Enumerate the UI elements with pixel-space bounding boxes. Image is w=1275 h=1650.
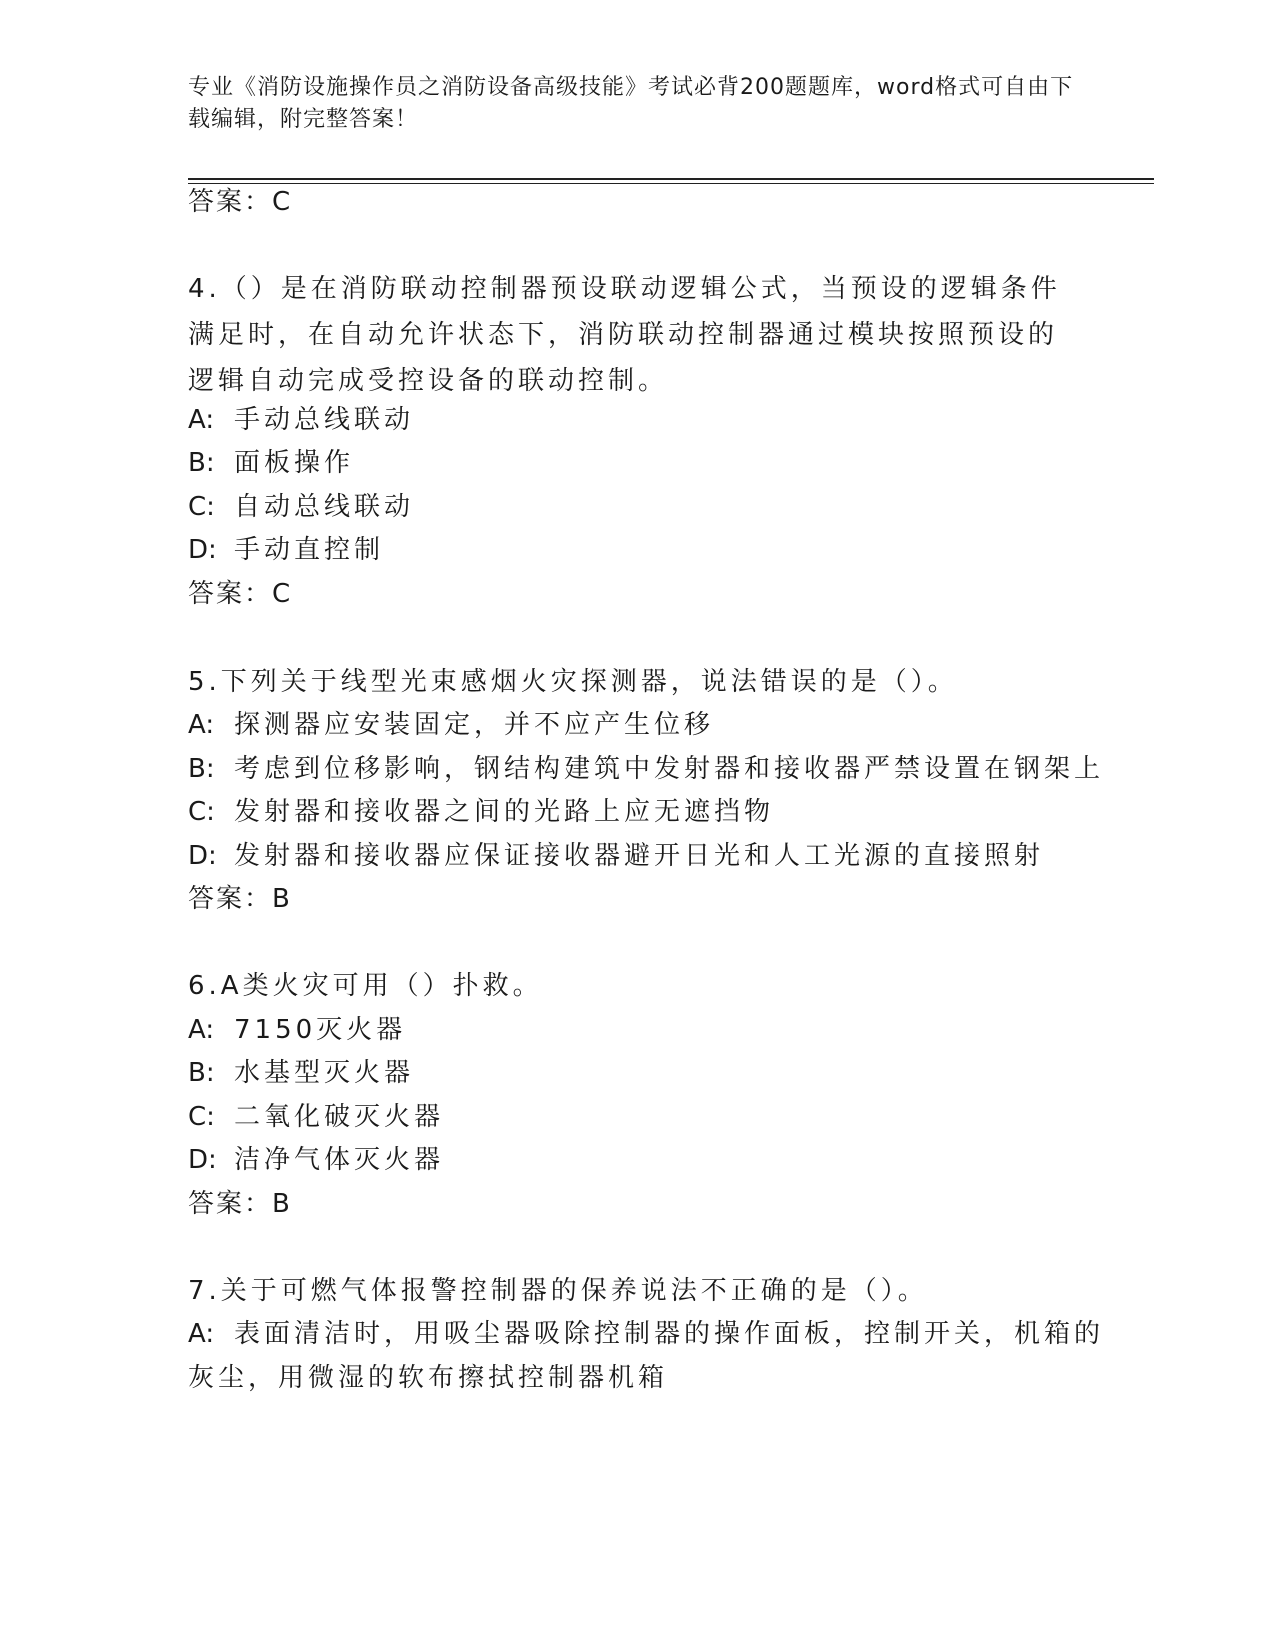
answer-value: B — [272, 884, 292, 914]
question-6-option-b — [188, 1057, 414, 1089]
answer-label: 答案： — [188, 187, 273, 217]
option-key: C: — [188, 797, 215, 827]
answer-value: C — [272, 187, 293, 217]
option-text: 7150灭火器 — [234, 1015, 407, 1045]
option-text: 手动直控制 — [234, 535, 385, 565]
option-key: A: — [188, 1015, 215, 1045]
answer-label: 答案： — [188, 579, 273, 609]
question-7-option-a-continued: 灰尘，用微湿的软布擦拭控制器机箱 — [188, 1363, 669, 1393]
question-6-answer — [188, 1188, 292, 1220]
option-key: B: — [188, 448, 215, 478]
question-5-option-b — [188, 753, 1104, 785]
header-divider-thick — [188, 178, 1154, 180]
option-text: 水基型灭火器 — [234, 1058, 415, 1088]
document-header: 专业《消防设施操作员之消防设备高级技能》考试必背200题题库，word格式可自由下载编辑，附完整答案！ — [188, 75, 1074, 132]
question-6-option-d — [188, 1144, 444, 1176]
question-4-answer — [188, 578, 292, 610]
option-key: D: — [188, 535, 217, 565]
question-5-option-c — [188, 796, 774, 828]
question-5-answer — [188, 883, 292, 915]
question-4-option-d — [188, 534, 384, 566]
option-key: B: — [188, 1058, 215, 1088]
option-text: 发射器和接收器之间的光路上应无遮挡物 — [234, 797, 775, 827]
answer-label: 答案： — [188, 1189, 273, 1219]
option-text: 二氧化破灭火器 — [234, 1102, 445, 1132]
option-key: A: — [188, 1319, 215, 1349]
option-key: B: — [188, 754, 215, 784]
answer-value: B — [272, 1189, 292, 1219]
option-key: C: — [188, 492, 215, 522]
option-text: 自动总线联动 — [234, 492, 415, 522]
option-text: 考虑到位移影响，钢结构建筑中发射器和接收器严禁设置在钢架上 — [234, 754, 1105, 784]
answer-label: 答案： — [188, 884, 273, 914]
question-7-option-a — [188, 1318, 1104, 1350]
option-text: 手动总线联动 — [234, 405, 415, 435]
question-6-option-a — [188, 1014, 406, 1046]
question-5-option-d — [188, 840, 1044, 872]
option-key: D: — [188, 1145, 217, 1175]
question-6-text: 6.A类火灾可用（）扑救。 — [188, 971, 543, 1001]
option-text: 发射器和接收器应保证接收器避开日光和人工光源的直接照射 — [234, 841, 1045, 871]
option-key: A: — [188, 710, 215, 740]
option-text: 探测器应安装固定，并不应产生位移 — [234, 710, 715, 740]
question-4-text: 4.（）是在消防联动控制器预设联动逻辑公式，当预设的逻辑条件满足时，在自动允许状态下，消防联动控制器通过模块按照预设的逻辑自动完成受控设备的联动控制。 — [188, 274, 1061, 396]
option-key: C: — [188, 1102, 215, 1132]
question-4-option-b — [188, 447, 354, 479]
question-6-option-c — [188, 1101, 444, 1133]
option-text: 表面清洁时，用吸尘器吸除控制器的操作面板，控制开关，机箱的 — [234, 1319, 1105, 1349]
question-5-text: 5.下列关于线型光束感烟火灾探测器，说法错误的是（）。 — [188, 667, 958, 697]
header-divider-thin — [188, 183, 1154, 184]
question-4-option-c — [188, 491, 414, 523]
option-text: 面板操作 — [234, 448, 355, 478]
question-4-option-a — [188, 404, 414, 436]
answer-value: C — [272, 579, 293, 609]
question-7-text: 7.关于可燃气体报警控制器的保养说法不正确的是（）。 — [188, 1276, 928, 1306]
option-key: D: — [188, 841, 217, 871]
option-key: A: — [188, 405, 215, 435]
answer-line — [188, 186, 292, 218]
option-text: 洁净气体灭火器 — [234, 1145, 445, 1175]
question-5-option-a — [188, 709, 714, 741]
